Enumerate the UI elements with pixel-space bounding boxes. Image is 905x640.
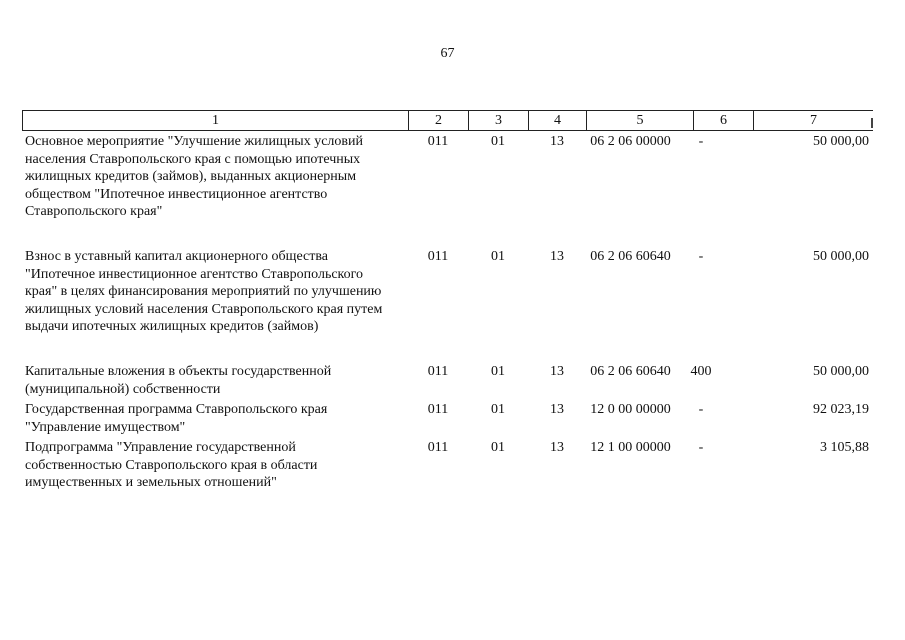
row-col-6: - bbox=[698, 249, 704, 264]
row-col-6: - bbox=[698, 402, 704, 417]
row-col-6: 400 bbox=[690, 364, 712, 379]
table-row bbox=[22, 248, 873, 354]
table-edge-mark bbox=[871, 118, 873, 128]
row-name: Капитальные вложения в объекты государственной (муниципальной) собственности bbox=[25, 364, 332, 397]
row-col-2: 011 bbox=[427, 249, 449, 264]
row-col-2: 011 bbox=[427, 134, 449, 149]
row-col-7: 3 105,88 bbox=[820, 440, 869, 455]
table-row bbox=[22, 363, 873, 399]
row-col-7: 50 000,00 bbox=[813, 249, 869, 264]
row-col-4: 13 bbox=[550, 402, 564, 417]
table-header-row bbox=[22, 110, 873, 131]
row-name: Государственная программа Ставропольского края "Управление имуществом" bbox=[25, 402, 328, 435]
row-col-3: 01 bbox=[491, 364, 505, 379]
header-col-6: 6 bbox=[693, 111, 753, 130]
row-col-6: - bbox=[698, 134, 704, 149]
row-col-7: 50 000,00 bbox=[813, 134, 869, 149]
table-row bbox=[22, 401, 873, 437]
row-col-5: 06 2 06 00000 bbox=[590, 134, 671, 149]
row-col-5: 06 2 06 60640 bbox=[590, 249, 671, 264]
header-col-1: 1 bbox=[22, 111, 408, 130]
row-col-5: 12 0 00 00000 bbox=[590, 402, 671, 417]
row-name: Подпрограмма "Управление государственной собственностью Ставропольского края в области имущественных и земельных отношений" bbox=[25, 440, 318, 490]
header-col-5: 5 bbox=[586, 111, 693, 130]
table-row bbox=[22, 439, 873, 493]
row-col-5: 06 2 06 60640 bbox=[590, 364, 671, 379]
row-name: Основное мероприятие "Улучшение жилищных условий населения Ставропольского края с помощью ипотечных жилищных кредитов (займов), выданных акционерным обществом "Ипотечное инвестиционное агентство Ставропольского края" bbox=[25, 134, 364, 219]
header-col-4: 4 bbox=[528, 111, 586, 130]
page-number: 67 bbox=[440, 46, 455, 61]
row-col-3: 01 bbox=[491, 134, 505, 149]
row-col-4: 13 bbox=[550, 364, 564, 379]
row-col-3: 01 bbox=[491, 402, 505, 417]
header-col-7: 7 bbox=[753, 111, 873, 130]
row-name: Взнос в уставный капитал акционерного общества "Ипотечное инвестиционное агентство Ставропольского края" в целях финансирования мероприятий по улучшению жилищных условий населения Ставропольского края путем выдачи ипотечных жилищных кредитов (займов) bbox=[25, 249, 383, 334]
header-col-3: 3 bbox=[468, 111, 528, 130]
header-col-2: 2 bbox=[408, 111, 468, 130]
row-col-5: 12 1 00 00000 bbox=[590, 440, 671, 455]
row-col-4: 13 bbox=[550, 134, 564, 149]
budget-table bbox=[22, 110, 873, 490]
row-col-6: - bbox=[698, 440, 704, 455]
row-col-7: 50 000,00 bbox=[813, 364, 869, 379]
row-col-4: 13 bbox=[550, 440, 564, 455]
table-row bbox=[22, 133, 873, 237]
row-col-2: 011 bbox=[427, 402, 449, 417]
row-col-2: 011 bbox=[427, 440, 449, 455]
row-col-2: 011 bbox=[427, 364, 449, 379]
row-col-3: 01 bbox=[491, 249, 505, 264]
row-col-7: 92 023,19 bbox=[813, 402, 869, 417]
row-col-3: 01 bbox=[491, 440, 505, 455]
row-col-4: 13 bbox=[550, 249, 564, 264]
